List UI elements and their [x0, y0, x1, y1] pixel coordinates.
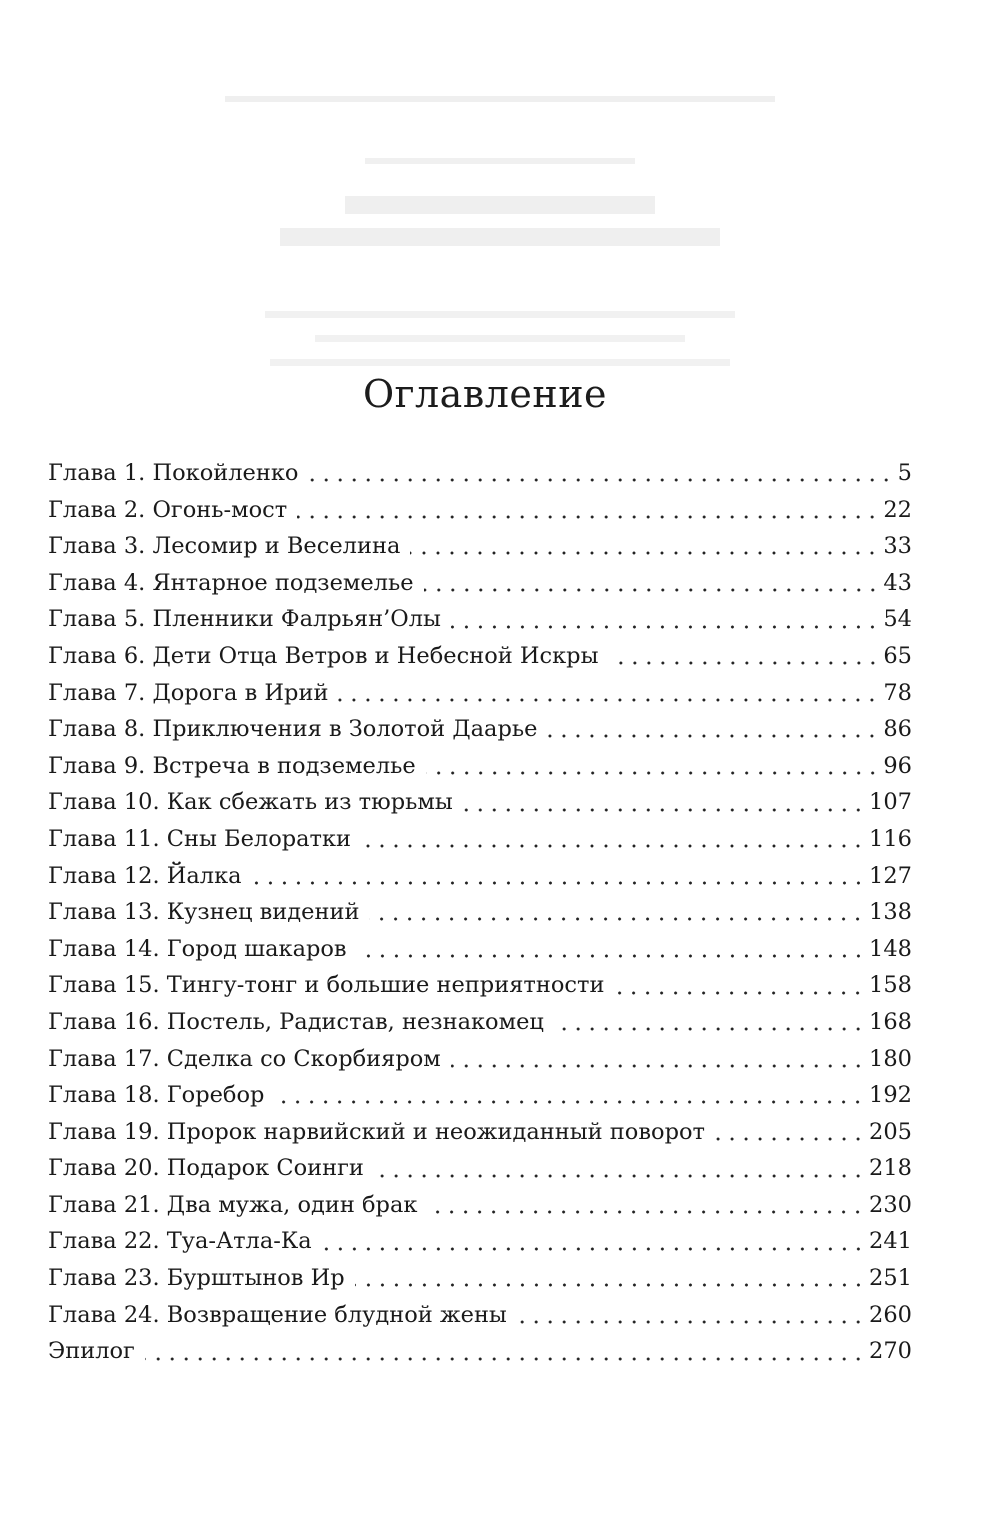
toc-entry-page-number: 205	[869, 1118, 912, 1145]
dot-leader	[609, 659, 880, 667]
dot-leader	[427, 1208, 865, 1216]
dot-leader	[145, 1355, 865, 1363]
toc-entry	[48, 967, 912, 1004]
toc-entry-title: Глава 24. Возвращение блудной жены	[48, 1301, 507, 1328]
toc-entry	[48, 1297, 912, 1334]
toc-entry-page-number: 230	[869, 1191, 912, 1218]
toc-entry-page-number: 116	[869, 825, 912, 852]
dot-leader	[355, 1281, 865, 1289]
toc-entry	[48, 858, 912, 895]
dot-leader	[369, 915, 865, 923]
toc-entry-page-number: 192	[869, 1082, 912, 1109]
toc-entry	[48, 492, 912, 529]
toc-entry-title: Глава 22. Туа-Атла-Ка	[48, 1228, 312, 1255]
show-through-mark	[0, 150, 1000, 172]
toc-entry-title: Глава 1. Покойленко	[48, 460, 299, 486]
toc-entry-page-number: 148	[869, 935, 912, 962]
toc-entry	[48, 1333, 912, 1370]
dot-leader	[547, 732, 879, 740]
toc-entry-page-number: 54	[883, 606, 912, 633]
toc-entry	[48, 1041, 912, 1078]
toc-entry-page-number: 218	[869, 1155, 912, 1182]
toc-entry-page-number: 86	[883, 716, 912, 743]
toc-entry	[48, 675, 912, 712]
toc-entry-page-number: 127	[869, 862, 912, 889]
toc-entry	[48, 784, 912, 821]
toc-entry-title: Глава 9. Встреча в подземелье	[48, 752, 416, 779]
show-through-mark	[0, 305, 1000, 375]
table-of-contents	[48, 455, 912, 1370]
toc-entry-page-number: 270	[869, 1338, 912, 1365]
dot-leader	[252, 879, 865, 887]
show-through-mark	[0, 88, 1000, 110]
dot-leader	[274, 1098, 865, 1106]
toc-entry-page-number: 260	[869, 1301, 912, 1328]
show-through-block-icon	[0, 190, 1000, 260]
toc-entry-title: Глава 8. Приключения в Золотой Даарье	[48, 716, 538, 743]
toc-entry-page-number: 241	[869, 1228, 912, 1255]
toc-entry-page-number: 168	[869, 1008, 912, 1035]
toc-entry-title: Глава 13. Кузнец видений	[48, 899, 360, 926]
toc-entry-page-number: 22	[883, 496, 912, 523]
toc-entry-title: Глава 14. Город шакаров	[48, 935, 347, 962]
show-through-block-icon	[0, 305, 1000, 375]
toc-entry	[48, 821, 912, 858]
toc-entry-title: Глава 15. Тингу-тонг и большие неприятности	[48, 972, 605, 999]
dot-leader	[338, 696, 879, 704]
toc-entry-page-number: 107	[869, 789, 912, 816]
toc-entry-title: Глава 20. Подарок Соинги	[48, 1155, 364, 1182]
toc-entry-title: Глава 19. Пророк нарвийский и неожиданный поворот	[48, 1118, 705, 1145]
toc-entry-title: Глава 10. Как сбежать из тюрьмы	[48, 789, 453, 816]
toc-entry	[48, 931, 912, 968]
toc-entry-page-number: 158	[869, 972, 912, 999]
dot-leader	[424, 586, 880, 594]
toc-entry-title: Глава 21. Два мужа, один брак	[48, 1191, 418, 1218]
dot-leader	[614, 989, 865, 997]
toc-entry	[48, 455, 912, 492]
dot-leader	[517, 1318, 865, 1326]
toc-entry	[48, 1004, 912, 1041]
toc-entry	[48, 565, 912, 602]
dot-leader	[410, 549, 879, 557]
toc-entry-title: Глава 4. Янтарное подземелье	[48, 569, 414, 596]
toc-entry	[48, 894, 912, 931]
toc-entry-page-number: 138	[869, 899, 912, 926]
toc-entry-title: Глава 3. Лесомир и Веселина	[48, 533, 401, 560]
toc-entry-title: Глава 16. Постель, Радистав, незнакомец	[48, 1008, 544, 1035]
dot-leader	[308, 476, 893, 484]
dot-leader	[374, 1172, 865, 1180]
toc-entry-page-number: 5	[897, 460, 912, 486]
toc-entry-page-number: 180	[869, 1045, 912, 1072]
dot-leader	[715, 1135, 865, 1143]
toc-entry	[48, 1077, 912, 1114]
dot-leader	[297, 513, 879, 521]
toc-entry-page-number: 43	[883, 569, 912, 596]
toc-entry-title: Глава 18. Горебор	[48, 1082, 265, 1109]
toc-entry-page-number: 65	[883, 642, 912, 669]
toc-entry	[48, 638, 912, 675]
toc-entry-title: Глава 11. Сны Белоратки	[48, 825, 352, 852]
toc-entry	[48, 748, 912, 785]
toc-entry	[48, 711, 912, 748]
dot-leader	[357, 952, 865, 960]
toc-entry	[48, 1260, 912, 1297]
toc-entry-page-number: 251	[869, 1265, 912, 1292]
toc-entry	[48, 1150, 912, 1187]
toc-entry	[48, 1223, 912, 1260]
dot-leader	[361, 842, 865, 850]
show-through-line-icon	[0, 150, 1000, 172]
toc-entry	[48, 601, 912, 638]
toc-entry-title: Глава 7. Дорога в Ирий	[48, 679, 329, 706]
toc-entry-title: Глава 17. Сделка со Скорбияром	[48, 1045, 441, 1072]
toc-entry-title: Эпилог	[48, 1338, 135, 1365]
toc-entry-title: Глава 2. Огонь-мост	[48, 496, 288, 523]
dot-leader	[426, 769, 880, 777]
show-through-line-icon	[0, 88, 1000, 110]
dot-leader	[451, 1062, 865, 1070]
toc-entry-title: Глава 6. Дети Отца Ветров и Небесной Искры	[48, 642, 599, 669]
toc-entry-page-number: 33	[883, 533, 912, 560]
dot-leader	[463, 806, 865, 814]
dot-leader	[451, 623, 879, 631]
toc-entry-title: Глава 12. Йалка	[48, 862, 242, 889]
toc-entry-title: Глава 23. Бурштынов Ир	[48, 1265, 345, 1292]
toc-entry	[48, 528, 912, 565]
toc-heading: Оглавление	[362, 372, 608, 416]
toc-entry-page-number: 78	[883, 679, 912, 706]
toc-entry-page-number: 96	[883, 752, 912, 779]
show-through-mark	[0, 190, 1000, 260]
toc-entry-title: Глава 5. Пленники Фалрьян’Олы	[48, 606, 441, 633]
dot-leader	[322, 1245, 865, 1253]
toc-entry	[48, 1114, 912, 1151]
dot-leader	[554, 1025, 865, 1033]
toc-entry	[48, 1187, 912, 1224]
